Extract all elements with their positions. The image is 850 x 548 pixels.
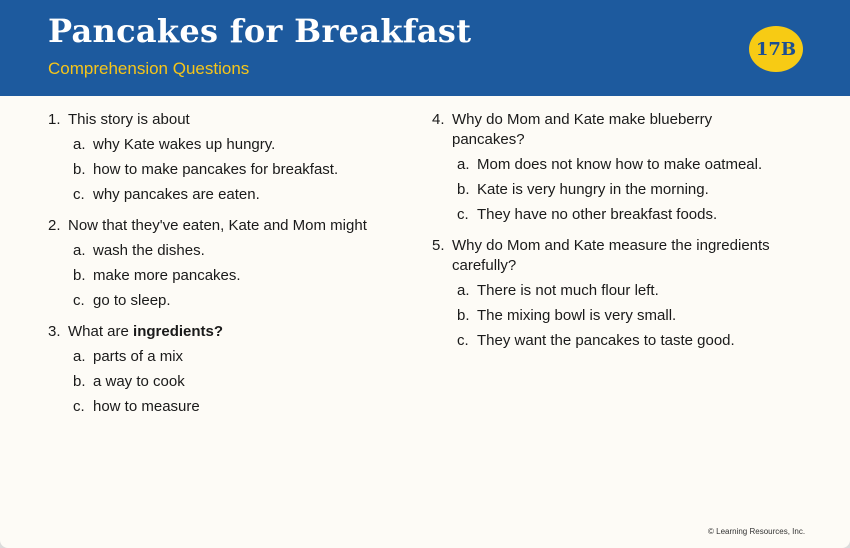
question-text: [48, 322, 408, 342]
option-letter: a.: [457, 282, 470, 299]
option-text: They have no other breakfast foods.: [477, 206, 718, 223]
option-letter: b.: [457, 307, 470, 324]
answer-option: [48, 347, 408, 367]
question-number: 1.: [48, 111, 61, 128]
option-text: why Kate wakes up hungry.: [93, 136, 276, 153]
answer-options: [48, 241, 408, 311]
answer-option: [48, 135, 408, 155]
option-text: Kate is very hungry in the morning.: [477, 181, 709, 198]
copyright-notice: © Learning Resources, Inc.: [708, 527, 806, 536]
question-5: [432, 236, 812, 351]
question-text-plain: What are: [68, 323, 134, 340]
right-column: [432, 110, 812, 362]
question-1: [48, 110, 408, 205]
option-text: a way to cook: [93, 373, 185, 390]
option-text: Mom does not know how to make oatmeal.: [477, 156, 763, 173]
question-text-bold-term: ingredients?: [133, 323, 224, 340]
option-letter: c.: [73, 398, 85, 415]
answer-options: [48, 347, 408, 417]
option-letter: c.: [73, 186, 85, 203]
answer-option: [432, 180, 812, 200]
option-text: There is not much flour left.: [477, 282, 659, 299]
question-number: 3.: [48, 323, 61, 340]
option-letter: c.: [457, 332, 469, 349]
answer-option: [48, 266, 408, 286]
question-number: 2.: [48, 217, 61, 234]
question-3: [48, 322, 408, 417]
option-letter: a.: [73, 348, 86, 365]
option-text: parts of a mix: [93, 348, 184, 365]
answer-options: [48, 135, 408, 205]
answer-option: [432, 205, 812, 225]
question-text: Now that they've eaten, Kate and Mom might: [68, 217, 367, 234]
option-text: why pancakes are eaten.: [93, 186, 260, 203]
card-header: [0, 0, 850, 96]
answer-option: [48, 291, 408, 311]
option-letter: b.: [73, 373, 86, 390]
card-subtitle: Comprehension Questions: [48, 59, 250, 78]
answer-option: [432, 155, 812, 175]
question-number: 5.: [432, 237, 445, 254]
question-text: Why do Mom and Kate make blueberry pancakes?: [452, 111, 713, 148]
answer-option: [48, 372, 408, 392]
answer-option: [432, 331, 812, 351]
option-letter: a.: [73, 136, 86, 153]
answer-option: [48, 397, 408, 417]
answer-option: [48, 185, 408, 205]
question-number: 4.: [432, 111, 445, 128]
option-letter: b.: [73, 161, 86, 178]
answer-options: [432, 281, 812, 351]
option-letter: b.: [73, 267, 86, 284]
answer-option: [432, 306, 812, 326]
option-text: go to sleep.: [93, 292, 171, 309]
answer-option: [432, 281, 812, 301]
option-text: make more pancakes.: [93, 267, 241, 284]
option-letter: a.: [73, 242, 86, 259]
option-text: The mixing bowl is very small.: [477, 307, 677, 324]
option-letter: c.: [457, 206, 469, 223]
card-title: Pancakes for Breakfast: [48, 12, 472, 50]
option-text: wash the dishes.: [93, 242, 205, 259]
question-2: [48, 216, 408, 311]
question-text: Why do Mom and Kate measure the ingredients carefully?: [452, 237, 770, 274]
left-column: [48, 110, 408, 428]
answer-option: [48, 160, 408, 180]
option-letter: b.: [457, 181, 470, 198]
option-text: how to make pancakes for breakfast.: [93, 161, 339, 178]
answer-options: [432, 155, 812, 225]
question-text: This story is about: [68, 111, 190, 128]
answer-option: [48, 241, 408, 261]
option-text: They want the pancakes to taste good.: [477, 332, 735, 349]
option-letter: c.: [73, 292, 85, 309]
option-text: how to measure: [93, 398, 200, 415]
card-number-badge: 17B: [749, 26, 803, 72]
option-letter: a.: [457, 156, 470, 173]
question-4: [432, 110, 812, 225]
